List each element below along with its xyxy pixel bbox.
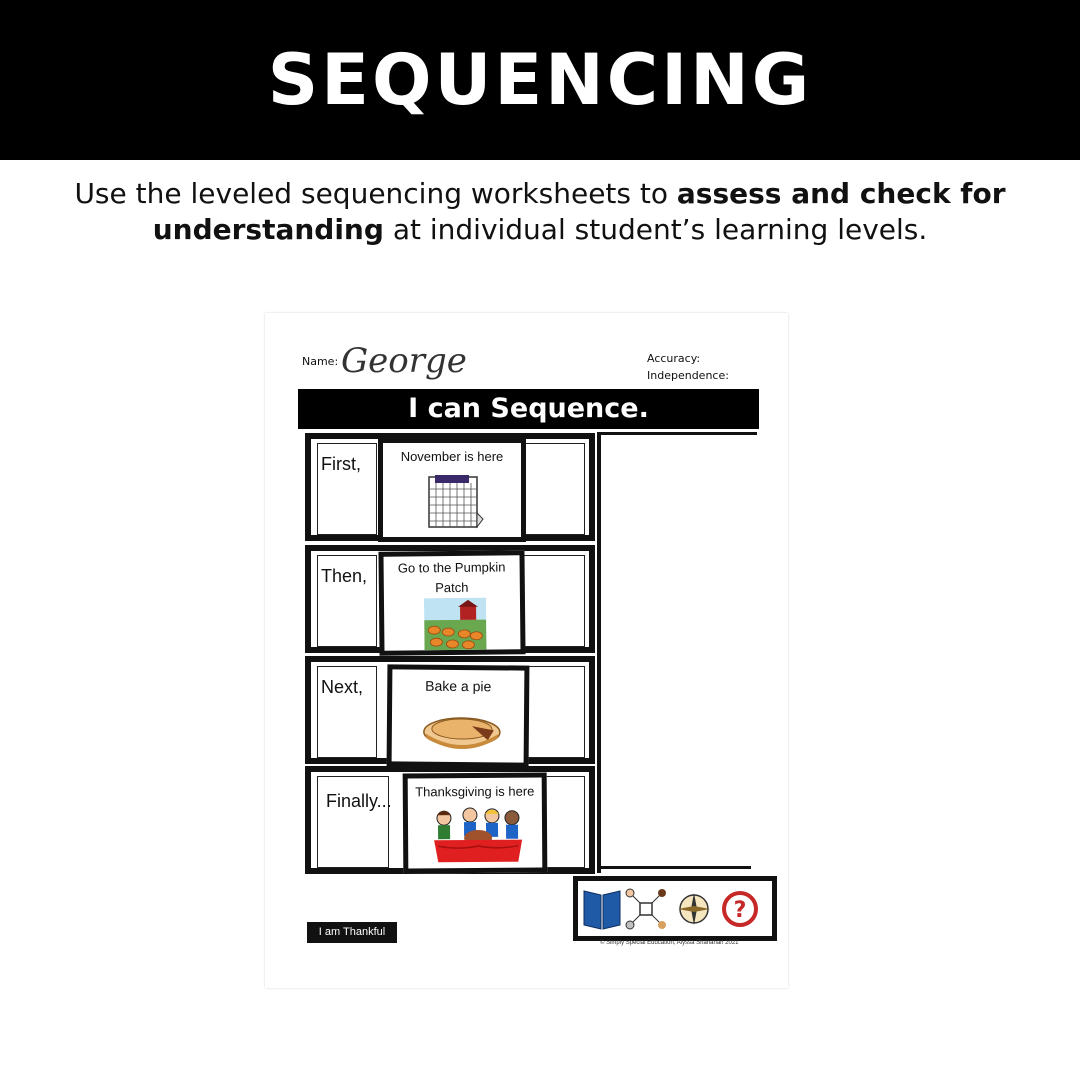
pumpkin-patch-icon xyxy=(424,598,487,651)
card-text: Bake a pie xyxy=(425,677,492,695)
story-map-icon xyxy=(624,885,670,933)
card-text: Thanksgiving is here xyxy=(415,783,535,800)
row-label-cell xyxy=(317,666,377,758)
subtitle-bold: assess and check for understanding xyxy=(152,177,1006,246)
card-text: Patch xyxy=(435,579,469,596)
row-label: Finally... xyxy=(326,791,392,811)
row-label: Next, xyxy=(321,677,364,697)
sequence-card[interactable] xyxy=(378,550,525,656)
worksheet-title: I can Sequence. xyxy=(408,393,649,424)
subtitle-part1: Use the leveled sequencing worksheets to xyxy=(74,177,677,210)
book-icon xyxy=(582,885,622,933)
independence-label: Independence: xyxy=(647,369,729,382)
row-label-cell xyxy=(317,443,377,535)
header-banner xyxy=(0,0,1080,160)
sequence-card[interactable] xyxy=(378,438,526,542)
copyright: © Simply Special Education, Alyssa Shanahan 2021 xyxy=(600,940,739,946)
compass-icon xyxy=(672,887,716,931)
question-icon xyxy=(720,889,760,929)
empty-cell xyxy=(541,776,585,868)
footer-icon-box xyxy=(573,876,777,941)
worksheet-title-bar xyxy=(298,389,759,429)
row-label: Then, xyxy=(321,566,368,586)
row-label-cell xyxy=(317,555,377,647)
svg-text:?: ? xyxy=(733,898,747,923)
footer-tag: I am Thankful xyxy=(307,922,397,943)
card-text: Go to the Pumpkin xyxy=(397,559,506,576)
sequence-card[interactable] xyxy=(387,664,530,767)
divider xyxy=(597,432,757,435)
card-text: November is here xyxy=(400,449,504,464)
calendar-icon xyxy=(425,473,485,533)
worksheet-photo xyxy=(265,313,788,988)
row-label-cell xyxy=(317,776,392,868)
empty-cell xyxy=(521,555,585,647)
page-title: SEQUENCING xyxy=(267,39,813,121)
empty-cell xyxy=(521,443,585,535)
thanksgiving-dinner-icon xyxy=(430,806,526,865)
pie-icon xyxy=(422,710,502,755)
row-label: First, xyxy=(321,454,361,474)
divider xyxy=(597,433,601,873)
empty-cell xyxy=(521,666,585,758)
divider xyxy=(601,866,751,869)
subtitle xyxy=(40,176,1040,248)
student-name: George xyxy=(341,341,467,381)
sequence-card[interactable] xyxy=(403,772,548,873)
subtitle-part2: at individual student’s learning levels. xyxy=(383,213,928,246)
name-label: Name: xyxy=(302,355,339,368)
accuracy-label: Accuracy: xyxy=(647,352,701,365)
